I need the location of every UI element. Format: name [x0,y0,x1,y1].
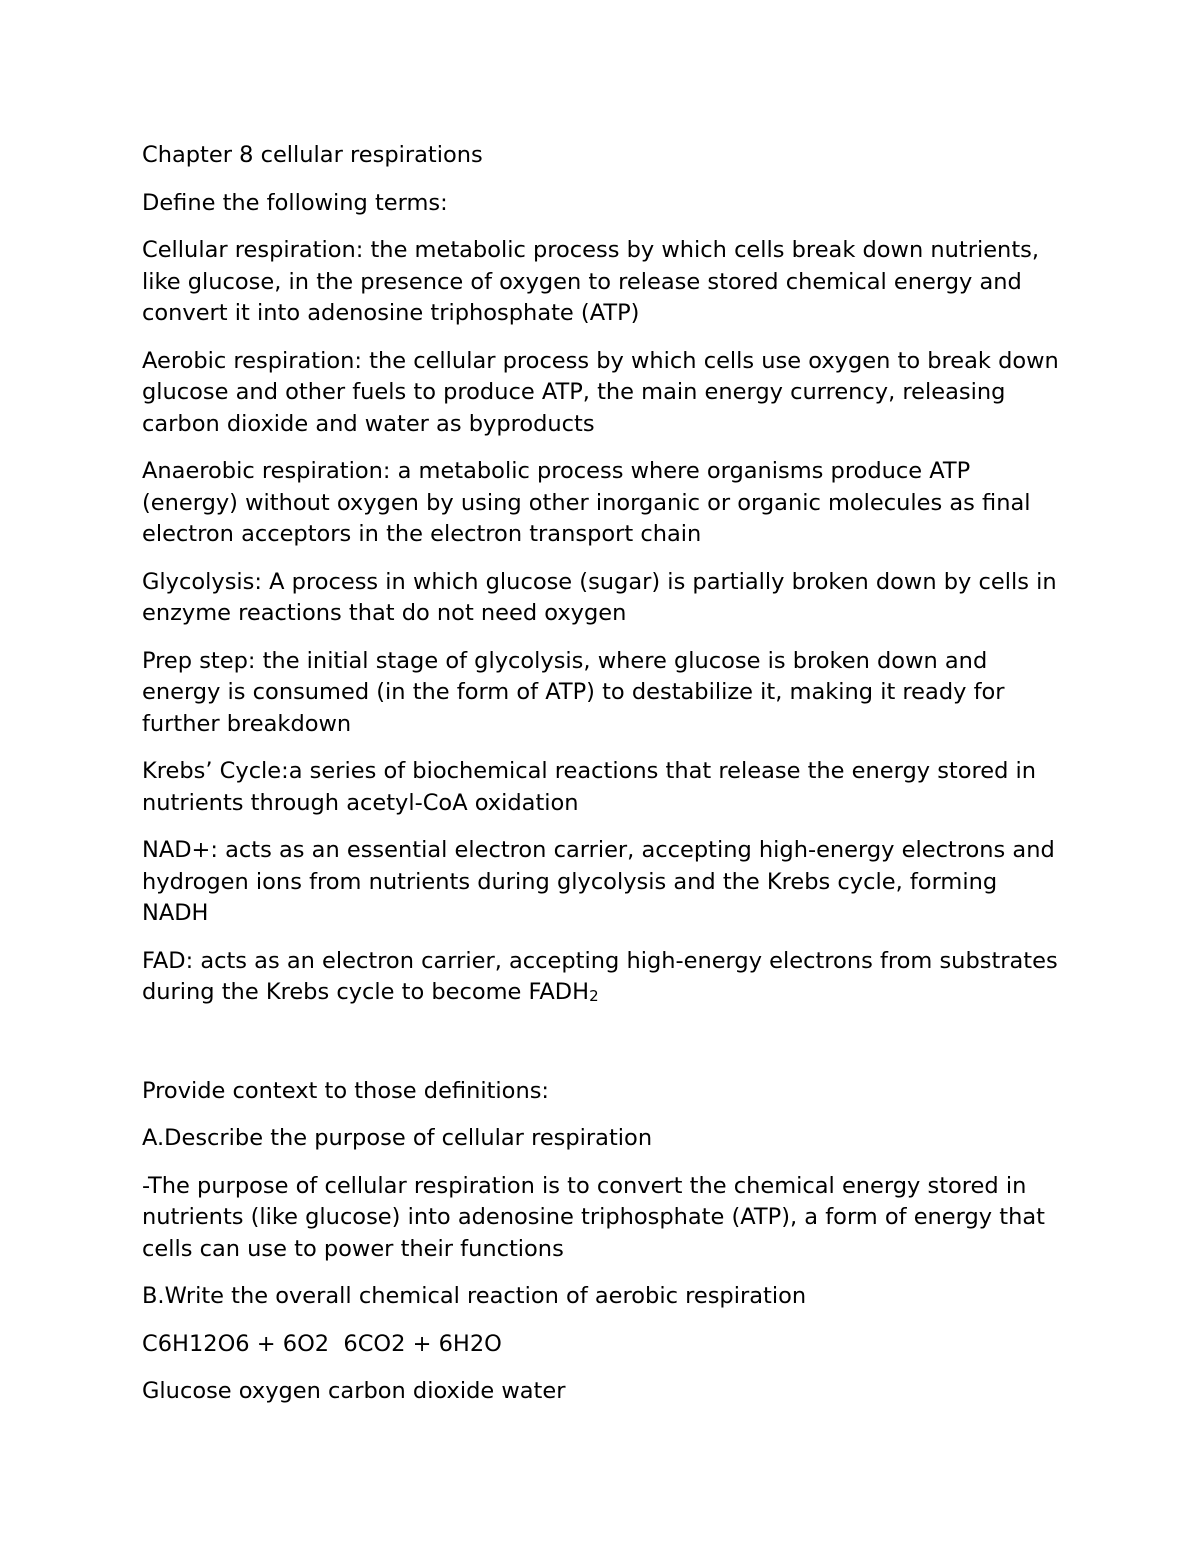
document-title: Chapter 8 cellular respirations [142,142,483,168]
document-page [142,140,1062,1424]
term-cellular-respiration: Cellular respiration: the metabolic process by which cells break down nutrients, like glucose, in the presence of oxygen to release stored chemical energy and convert it into adenosine triphosphate (ATP) [142,237,1040,326]
answer-a: -The purpose of cellular respiration is to convert the chemical energy stored in nutrients (like glucose) into adenosine triphosphate (ATP), a form of energy that cells can use to power their functions [142,1172,1045,1262]
term-glycolysis: Glycolysis: A process in which glucose (sugar) is partially broken down by cells in enzyme reactions that do not need oxygen [142,568,1057,626]
term-prep-step: Prep step: the initial stage of glycolysis, where glucose is broken down and energy is consumed (in the form of ATP) to destabilize it, making it ready for further breakdown [142,647,1005,737]
question-a: A.Describe the purpose of cellular respiration [142,1125,653,1151]
instruction-define-terms: Define the following terms: [142,189,448,216]
term-krebs-cycle: Krebs’ Cycle:a series of biochemical reactions that release the energy stored in nutrients through acetyl-CoA oxidation [142,758,1037,816]
blank-space [142,1029,1062,1076]
instruction-provide-context: Provide context to those definitions: [142,1077,550,1104]
equation-labels: Glucose oxygen carbon dioxide water [142,1378,566,1404]
term-aerobic-respiration: Aerobic respiration: the cellular process by which cells use oxygen to break down glucose and other fuels to produce ATP, the main energy currency, releasing carbon dioxide and water as byproducts [142,347,1059,437]
chemical-equation: C6H12O6 + 6O2 6CO2 + 6H2O [142,1330,502,1357]
term-nad-plus: NAD+: acts as an essential electron carrier, accepting high-energy electrons and hydrogen ions from nutrients during glycolysis and the Krebs cycle, forming NADH [142,837,1055,926]
question-b: B.Write the overall chemical reaction of aerobic respiration [142,1283,807,1309]
term-fad-subscript: 2 [589,987,599,1005]
term-fad-text: FAD: acts as an electron carrier, accepting high-energy electrons from substrates during the Krebs cycle to become FADH [142,947,1058,1005]
term-anaerobic-respiration: Anaerobic respiration: a metabolic process where organisms produce ATP (energy) without oxygen by using other inorganic or organic molecules as final electron acceptors in the electron transport chain [142,458,1031,547]
term-fad [142,946,1062,1013]
